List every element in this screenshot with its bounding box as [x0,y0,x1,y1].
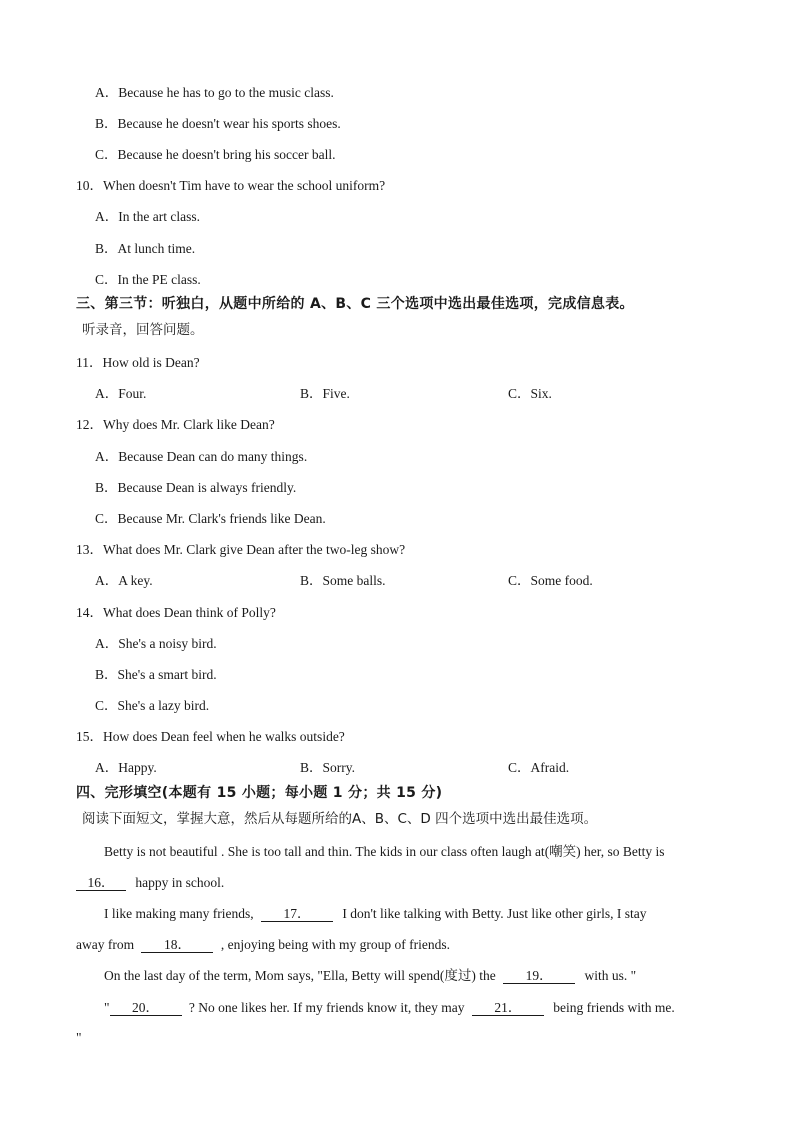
passage-text: , enjoying being with my group of friends. [220,937,450,952]
section3-instruction: 听录音，回答问题。 [82,322,204,338]
blank-18: 18． [141,937,213,953]
passage-line-3 [104,906,647,922]
blank-20: 20． [110,1000,182,1016]
passage-text: ? No one likes her. If my friends know it, they may [188,1000,465,1015]
q10-option-a: A．In the art class. [95,209,200,224]
q12-option-c: C．Because Mr. Clark's friends like Dean. [95,511,326,526]
q14-option-a: A．She's a noisy bird. [95,636,217,651]
section3-title: 三、第三节：听独白，从题中所给的 A、B、C 三个选项中选出最佳选项，完成信息表。 [76,296,634,312]
q12-option-a: A．Because Dean can do many things. [95,449,308,464]
passage-text: On the last day of the term, Mom says, "Ella, Betty will spend(度过) the [104,968,496,983]
q13-question: 13．What does Mr. Clark give Dean after the two-leg show? [76,542,406,557]
passage-text: with us. " [584,968,637,983]
q12-question: 12．Why does Mr. Clark like Dean? [76,417,275,432]
q14-question: 14．What does Dean think of Polly? [76,605,276,620]
q11-question: 11．How old is Dean? [76,355,200,370]
q15-question: 15．How does Dean feel when he walks outside? [76,729,345,744]
q10-option-b: B．At lunch time. [95,241,196,256]
passage-text: being friends with me. [553,1000,675,1015]
q13-option-c: C．Some food. [508,573,593,588]
q11-option-b: B．Five. [300,386,350,401]
q14-option-c: C．She's a lazy bird. [95,698,210,713]
q10-option-c: C．In the PE class. [95,272,201,287]
blank-16: 16． [76,875,126,891]
q11-option-c: C．Six. [508,386,552,401]
q15-option-b: B．Sorry. [300,760,356,775]
passage-text: I don't like talking with Betty. Just like other girls, I stay [342,906,647,921]
section4-instruction: 阅读下面短文，掌握大意，然后从每题所给的A、B、C、D 四个选项中选出最佳选项。 [82,811,598,827]
passage-text: away from [76,937,135,952]
passage-line-1: Betty is not beautiful . She is too tall and thin. The kids in our class often laugh at(嘲笑) her, so Betty is [104,844,665,859]
passage-text: " [104,1000,110,1015]
q12-option-b: B．Because Dean is always friendly. [95,480,297,495]
passage-text: happy in school. [135,875,225,890]
q9-option-c: C．Because he doesn't bring his soccer ball. [95,147,336,162]
passage-line-7: " [76,1030,82,1045]
passage-line-6 [104,1000,675,1016]
q10-question: 10．When doesn't Tim have to wear the school uniform? [76,178,386,193]
passage-text: I like making many friends, [104,906,254,921]
q13-option-b: B．Some balls. [300,573,386,588]
blank-19: 19． [503,968,575,984]
section4-title: 四、完形填空(本题有 15 小题；每小题 1 分；共 15 分) [76,785,443,801]
q15-option-a: A．Happy. [95,760,157,775]
blank-21: 21． [472,1000,544,1016]
q14-option-b: B．She's a smart bird. [95,667,217,682]
q9-option-b: B．Because he doesn't wear his sports shoes. [95,116,341,131]
q13-option-a: A．A key. [95,573,153,588]
passage-line-2 [76,875,224,891]
q11-option-a: A．Four. [95,386,147,401]
blank-17: 17． [261,906,333,922]
passage-line-5 [104,968,636,984]
q15-option-c: C．Afraid. [508,760,570,775]
passage-line-4 [76,937,450,953]
q9-option-a: A．Because he has to go to the music class. [95,85,334,100]
